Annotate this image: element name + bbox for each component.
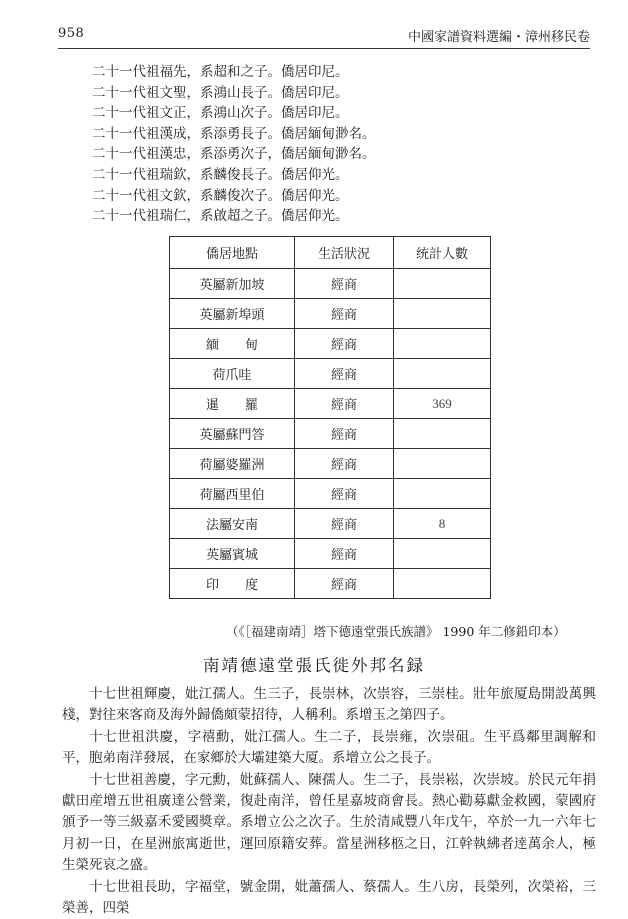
cell-count	[394, 359, 491, 389]
running-header	[58, 24, 590, 49]
cell-location: 緬 甸	[170, 329, 295, 359]
cell-count	[394, 539, 491, 569]
paragraph: 十七世祖善慶，字元勳，妣蘇孺人、陳孺人。生二子，長崇崧，次崇坡。於民元年捐獻田産增五世祖廣達公營業，復赴南洋，曾任星嘉坡商會長。熱心勸募獻金救國，蒙國府頒予一等三級嘉禾愛國獎章。系增立公之次子。生於清咸豐八年戊午，卒於一九一六年七月初一日，在星洲旅寓逝世，運回原籍安葬。當星洲移柩之日，江幹執紼者逹萬余人，極生榮死哀之盛。	[62, 771, 596, 874]
cell-location: 印 度	[170, 569, 295, 599]
table-row	[170, 509, 491, 539]
table-header-row	[170, 237, 491, 269]
column-header-livelihood: 生活狀況	[295, 237, 394, 269]
cell-livelihood: 經商	[295, 359, 394, 389]
table-row	[170, 539, 491, 569]
cell-count	[394, 329, 491, 359]
table-row	[170, 389, 491, 419]
cell-location: 荷屬西里伯	[170, 479, 295, 509]
page-number: 958	[58, 26, 85, 41]
lineage-entry: 二十一代祖瑞仁，系啟超之子。僑居仰光。	[92, 208, 349, 225]
cell-livelihood: 經商	[295, 269, 394, 299]
cell-livelihood: 經商	[295, 569, 394, 599]
cell-count: 8	[394, 509, 491, 539]
cell-count	[394, 269, 491, 299]
cell-livelihood: 經商	[295, 389, 394, 419]
cell-count	[394, 479, 491, 509]
column-header-count: 统計人數	[394, 237, 491, 269]
table-row	[170, 299, 491, 329]
table-row	[170, 569, 491, 599]
cell-location: 英屬蘇門答	[170, 419, 295, 449]
cell-livelihood: 經商	[295, 329, 394, 359]
lineage-list	[92, 62, 572, 227]
cell-location: 暹 羅	[170, 389, 295, 419]
column-header-location: 僑居地點	[170, 237, 295, 269]
paragraph: 十七世祖輝慶，妣江孺人。生三子，長崇林，次崇容，三崇桂。壯年旅厦島開設萬興棧，對往來客商及海外歸僑頗蒙招待，人稱利。系增玉之第四子。	[62, 686, 596, 724]
lineage-entry: 二十一代祖漢成，系添勇長子。僑居緬甸渺名。	[92, 125, 376, 142]
cell-count	[394, 449, 491, 479]
emigration-table	[169, 236, 491, 599]
cell-livelihood: 經商	[295, 299, 394, 329]
lineage-entry: 二十一代祖文正，系鴻山次子。僑居印尼。	[92, 105, 349, 122]
cell-location: 英屬賓城	[170, 539, 295, 569]
cell-location: 英屬新加坡	[170, 269, 295, 299]
table-row	[170, 449, 491, 479]
cell-location: 英屬新埠頭	[170, 299, 295, 329]
paragraph: 十七世祖長助，字福堂，號金開，妣蕭孺人、蔡孺人。生八房，長榮列，次榮裕，三榮善，四榮	[62, 878, 596, 917]
lineage-entry: 二十一代祖福先，系超和之子。僑居印尼。	[92, 64, 349, 80]
body-text	[62, 684, 596, 919]
lineage-entry: 二十一代祖文聖，系鴻山長子。僑居印尼。	[92, 84, 349, 101]
cell-location: 荷屬婆羅洲	[170, 449, 295, 479]
running-title: 中國家譜資料選編・漳州移民卷	[407, 30, 590, 45]
table-row	[170, 479, 491, 509]
cell-livelihood: 經商	[295, 449, 394, 479]
lineage-entry: 二十一代祖瑞欽，系麟俊長子。僑居仰光。	[92, 166, 349, 183]
cell-count: 369	[394, 389, 491, 419]
source-citation: （《［福建南靖］塔下德遠堂張氏族譜》 1990 年二修鉛印本）	[226, 624, 566, 639]
cell-livelihood: 經商	[295, 419, 394, 449]
cell-count	[394, 299, 491, 329]
section-title: 南靖德遠堂張氏徙外邦名録	[203, 656, 425, 675]
paragraph: 十七世祖洪慶，字禧勳，妣江孺人。生二子，長崇雍，次崇砠。生平爲鄰里調解和平，胞弟南洋發展，在家鄉於大壩建築大厦。系增立公之長子。	[62, 728, 596, 767]
table-row	[170, 329, 491, 359]
table-row	[170, 359, 491, 389]
cell-location: 法屬安南	[170, 509, 295, 539]
cell-count	[394, 419, 491, 449]
cell-livelihood: 經商	[295, 479, 394, 509]
cell-livelihood: 經商	[295, 509, 394, 539]
cell-location: 荷爪哇	[170, 359, 295, 389]
table-row	[170, 269, 491, 299]
lineage-entry: 二十一代祖文欽，系麟俊次子。僑居仰光。	[92, 187, 349, 204]
table-row	[170, 419, 491, 449]
lineage-entry: 二十一代祖漢忠，系添勇次子，僑居緬甸渺名。	[92, 146, 376, 163]
cell-count	[394, 569, 491, 599]
cell-livelihood: 經商	[295, 539, 394, 569]
